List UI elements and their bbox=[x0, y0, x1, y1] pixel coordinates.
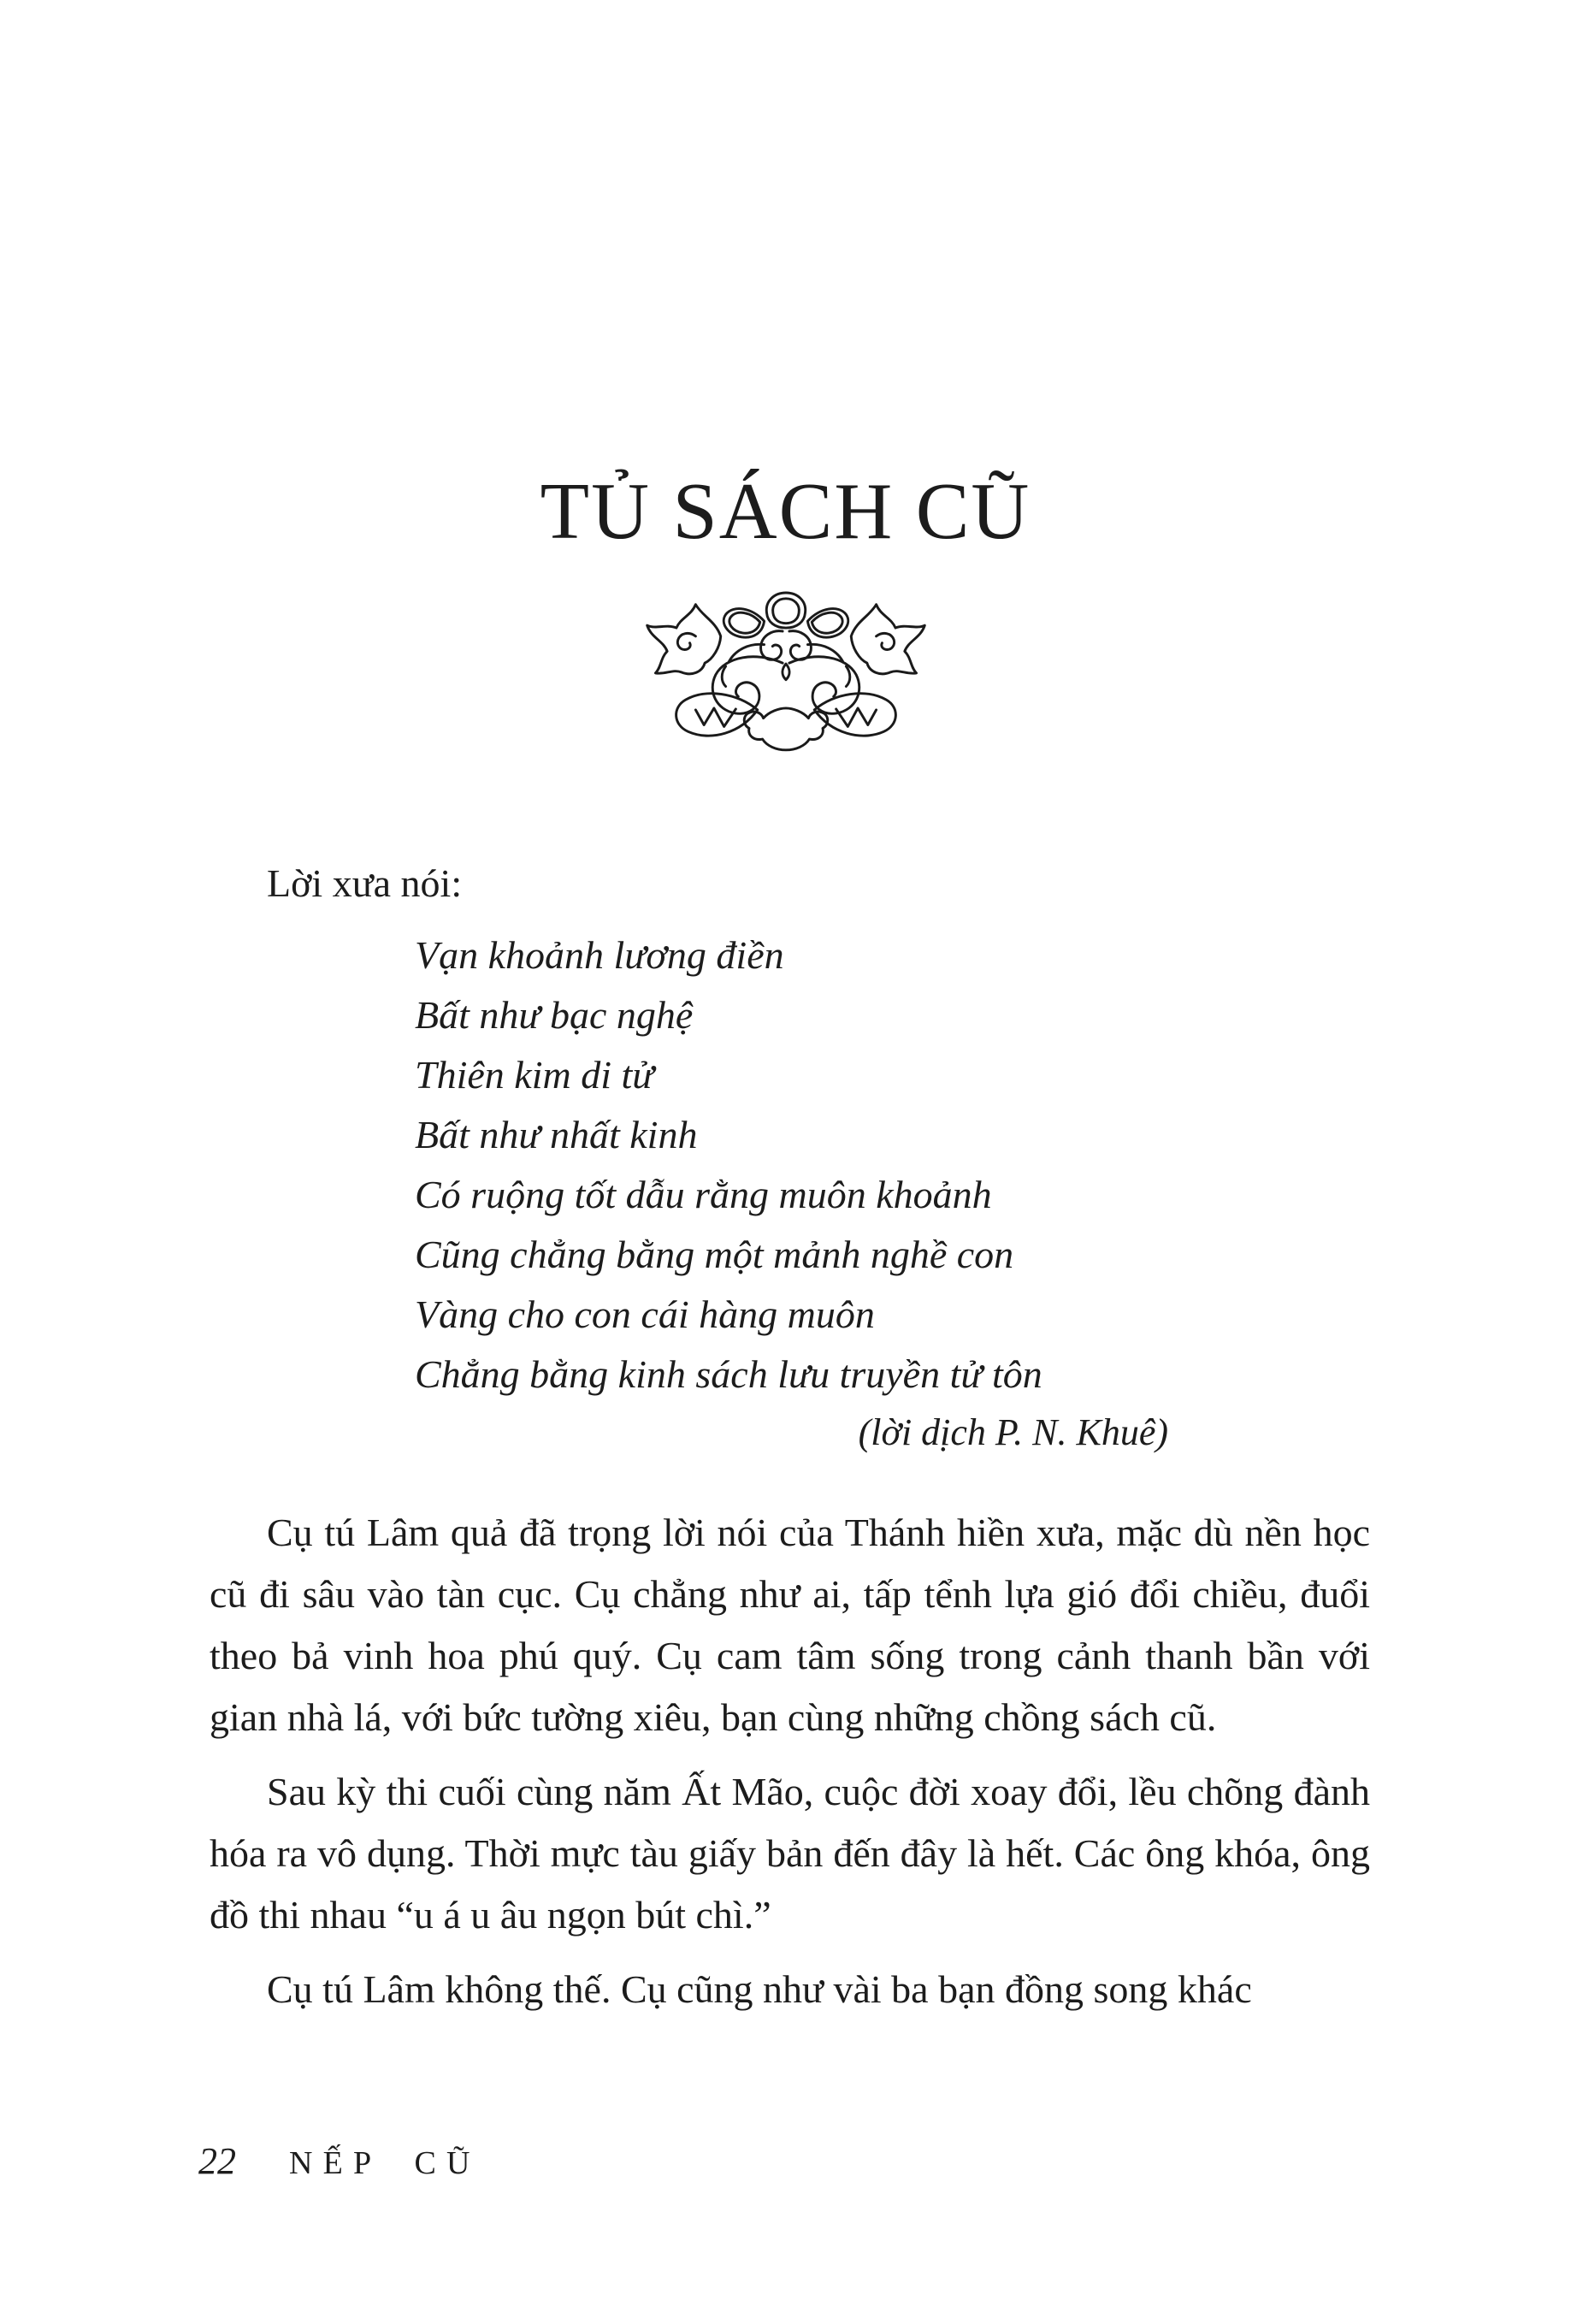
poem-line: Bất như bạc nghệ bbox=[415, 993, 694, 1037]
poem-line: Cũng chẳng bằng một mảnh nghề con bbox=[415, 1233, 1014, 1276]
poem-credit: (lời dịch P. N. Khuê) bbox=[858, 1411, 1168, 1453]
poem-line: Bất như nhất kinh bbox=[415, 1113, 698, 1156]
running-title: NẾP CŨ bbox=[289, 2145, 481, 2181]
chapter-title: TỦ SÁCH CŨ bbox=[540, 467, 1031, 556]
paragraph: Cụ tú Lâm không thế. Cụ cũng như vài ba bạn đồng song khác bbox=[267, 1967, 1252, 2011]
poem-line: Vạn khoảnh lương điền bbox=[415, 933, 784, 977]
lead-in-text: Lời xưa nói: bbox=[267, 861, 463, 905]
paragraph: Cụ tú Lâm quả đã trọng lời nói của Thánh hiền xưa, mặc dù nền học cũ đi sâu vào tàn cục. Cụ chẳng như ai, tấp tểnh lựa gió đổi chiều, đuổi theo bả vinh hoa phú quý. Cụ cam tâm sống trong cảnh thanh bần với gian nhà lá, với bức tường xiêu, bạn cùng những chồng sách cũ. bbox=[210, 1511, 1370, 1739]
poem-line: Vàng cho con cái hàng muôn bbox=[415, 1292, 875, 1336]
poem-line: Thiên kim di tử bbox=[415, 1053, 654, 1097]
poem-line: Có ruộng tốt dẫu rằng muôn khoảnh bbox=[415, 1173, 992, 1216]
poem-block bbox=[415, 925, 1168, 1404]
paragraph: Sau kỳ thi cuối cùng năm Ất Mão, cuộc đời xoay đổi, lều chõng đành hóa ra vô dụng. Thời mực tàu giấy bản đến đây là hết. Các ông khóa, ông đồ thi nhau “u á u âu ngọn bút chì.” bbox=[210, 1770, 1370, 1937]
poem-line: Chẳng bằng kinh sách lưu truyền tử tôn bbox=[415, 1352, 1042, 1396]
lotus-ornament-icon bbox=[635, 583, 936, 753]
body-text bbox=[210, 1502, 1370, 2020]
page-number: 22 bbox=[198, 2140, 236, 2182]
page-footer bbox=[198, 2140, 481, 2182]
